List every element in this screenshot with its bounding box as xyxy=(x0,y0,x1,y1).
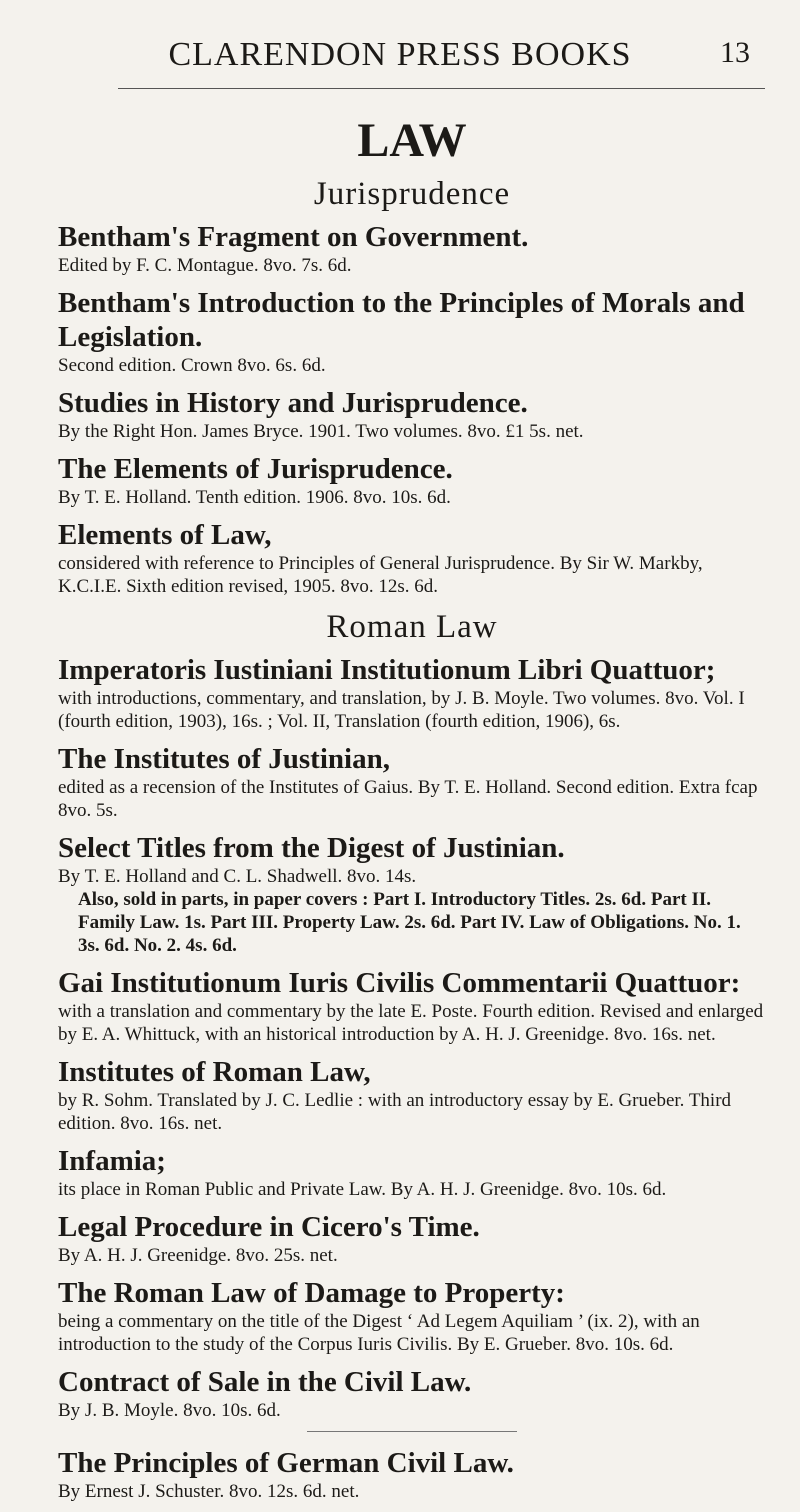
book-title: Select Titles from the Digest of Justinian. xyxy=(58,832,565,864)
book-entry xyxy=(58,1446,766,1503)
page-number: 13 xyxy=(720,36,750,69)
book-entry xyxy=(58,386,766,443)
book-entry xyxy=(58,1055,766,1135)
catalogue-content xyxy=(58,112,766,1512)
book-entry xyxy=(58,1144,766,1201)
subsection-roman-law: Roman Law xyxy=(326,609,498,645)
book-entry xyxy=(58,220,766,277)
book-description: By Ernest J. Schuster. 8vo. 12s. 6d. net. xyxy=(58,1481,360,1502)
section-title: LAW xyxy=(357,114,467,167)
book-entry xyxy=(58,1276,766,1356)
book-note: Also, sold in parts, in paper covers : Part I. Introductory Titles. 2s. 6d. Part II. Family Law. 1s. Part III. Property Law. 2s. 6d. Part IV. Law of Obligations. No. 1. 3s. 6d. No. 2. 4s. 6d. xyxy=(78,889,741,956)
book-title: Studies in History and Jurisprudence. xyxy=(58,387,528,419)
book-description: considered with reference to Principles of General Jurisprudence. By Sir W. Markby, K.C.I.E. Sixth edition revised, 1905. 8vo. 12s. 6d. xyxy=(58,553,703,597)
book-entry xyxy=(58,742,766,822)
book-title: Legal Procedure in Cicero's Time. xyxy=(58,1211,480,1243)
book-entry xyxy=(58,286,766,377)
book-description: By the Right Hon. James Bryce. 1901. Two volumes. 8vo. £1 5s. net. xyxy=(58,421,584,442)
book-description: By T. E. Holland and C. L. Shadwell. 8vo. 14s. xyxy=(58,866,417,887)
book-description: with introductions, commentary, and translation, by J. B. Moyle. Two volumes. 8vo. Vol. I (fourth edition, 1903), 16s. ; Vol. II, Translation (fourth edition, 1906), 6s. xyxy=(58,688,745,732)
book-description: edited as a recension of the Institutes of Gaius. By T. E. Holland. Second edition. Extra fcap 8vo. 5s. xyxy=(58,777,758,821)
book-title: Imperatoris Iustiniani Institutionum Libri Quattuor; xyxy=(58,654,716,686)
book-title: The Institutes of Justinian, xyxy=(58,743,390,775)
divider-rule xyxy=(307,1431,517,1432)
book-description: with a translation and commentary by the late E. Poste. Fourth edition. Revised and enlarged by E. A. Whittuck, with an historical introduction by A. H. J. Greenidge. 8vo. 16s. net. xyxy=(58,1001,764,1045)
book-title: Elements of Law, xyxy=(58,519,272,551)
book-entry xyxy=(58,653,766,733)
book-description: Second edition. Crown 8vo. 6s. 6d. xyxy=(58,355,326,376)
book-description: By T. E. Holland. Tenth edition. 1906. 8vo. 10s. 6d. xyxy=(58,487,451,508)
book-description: its place in Roman Public and Private Law. By A. H. J. Greenidge. 8vo. 10s. 6d. xyxy=(58,1179,667,1200)
book-title: Gai Institutionum Iuris Civilis Commentarii Quattuor: xyxy=(58,967,741,999)
book-description: By J. B. Moyle. 8vo. 10s. 6d. xyxy=(58,1400,281,1421)
book-title: Bentham's Fragment on Government. xyxy=(58,221,529,253)
book-description: being a commentary on the title of the Digest ‘ Ad Legem Aquiliam ’ (ix. 2), with an introduction to the study of the Corpus Iuris Civilis. By E. Grueber. 8vo. 10s. 6d. xyxy=(58,1311,700,1355)
book-title: Bentham's Introduction to the Principles of Morals and Legislation. xyxy=(58,287,745,353)
book-title: The Roman Law of Damage to Property: xyxy=(58,1277,565,1309)
running-title: CLARENDON PRESS BOOKS xyxy=(168,36,632,73)
book-description: By A. H. J. Greenidge. 8vo. 25s. net. xyxy=(58,1245,338,1266)
book-entry xyxy=(58,1210,766,1267)
book-entry xyxy=(58,452,766,509)
running-head xyxy=(0,36,800,76)
header-rule xyxy=(118,88,765,89)
book-title: Infamia; xyxy=(58,1145,166,1177)
book-entry xyxy=(58,831,766,957)
book-title: The Principles of German Civil Law. xyxy=(58,1447,514,1479)
book-description: Edited by F. C. Montague. 8vo. 7s. 6d. xyxy=(58,255,352,276)
book-entry xyxy=(58,1365,766,1422)
book-title: Contract of Sale in the Civil Law. xyxy=(58,1366,472,1398)
book-entry xyxy=(58,518,766,598)
book-description: by R. Sohm. Translated by J. C. Ledlie : with an introductory essay by E. Grueber. Third edition. 8vo. 16s. net. xyxy=(58,1090,732,1134)
book-title: Institutes of Roman Law, xyxy=(58,1056,371,1088)
book-title: The Elements of Jurisprudence. xyxy=(58,453,453,485)
subsection-jurisprudence: Jurisprudence xyxy=(313,176,511,212)
book-entry xyxy=(58,966,766,1046)
